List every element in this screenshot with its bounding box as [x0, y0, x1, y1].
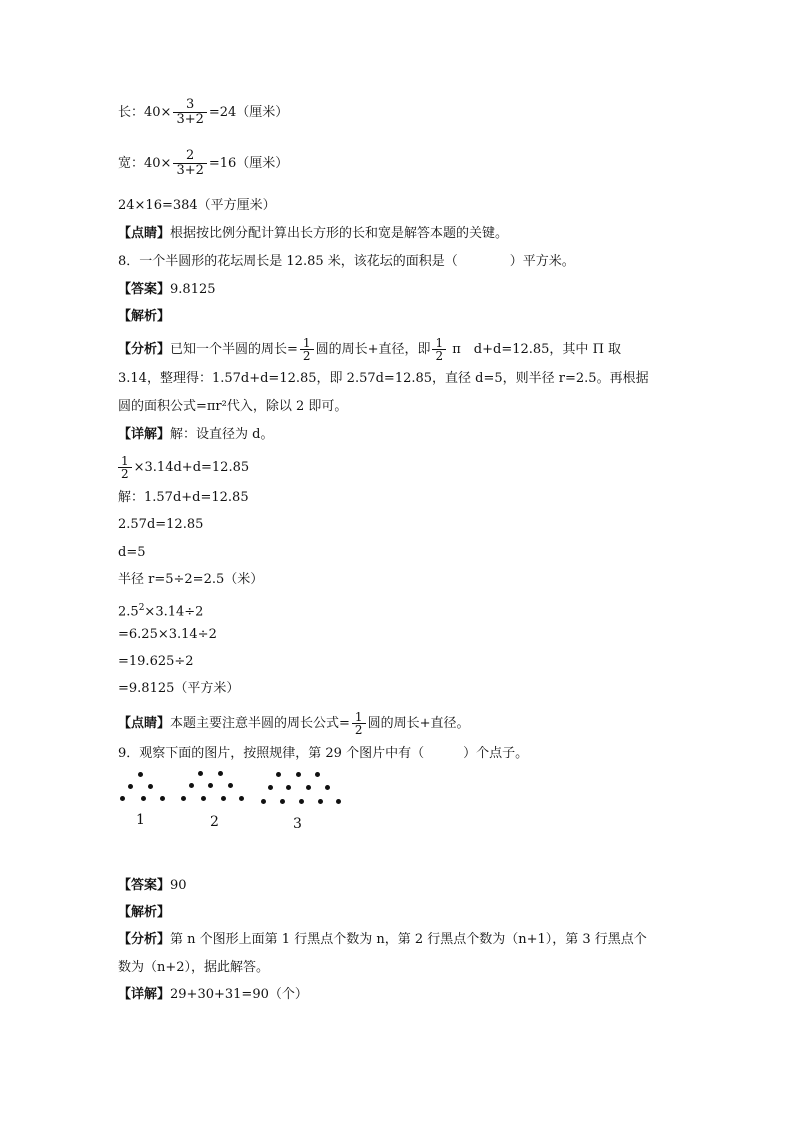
solution-9: 【详解】29+30+31=90（个） [118, 987, 308, 1002]
analysis-8-line3: 圆的面积公式=πr²代入，除以 2 即可。 [118, 399, 348, 414]
figure-label-2: 2 [210, 814, 219, 830]
dot [280, 799, 285, 804]
dot [141, 796, 146, 801]
analysis-9-line1: 【分析】第 n 个图形上面第 1 行黑点个数为 n，第 2 行黑点个数为（n+1），第 3 行黑点个 [118, 932, 647, 947]
dot [268, 785, 273, 790]
fraction-one-half: $\frac{1}{2}$ [118, 455, 132, 480]
equation-9: =9.8125（平方米） [118, 681, 240, 696]
analysis-8-line1: 【分析】已知一个半圆的周长= $\frac{1}{2}$ 圆的周长+直径，即 $\frac{1}{2}$ π d+d=12.85，其中 Π 取 [118, 336, 622, 363]
dot [128, 784, 133, 789]
dot [325, 785, 330, 790]
dot [138, 772, 143, 777]
analysis-9-line2: 数为（n+2），据此解答。 [118, 960, 270, 975]
question-9: 9．观察下面的图片，按照规律，第 29 个图片中有（ ）个点子。 [118, 746, 529, 761]
equation-5: 半径 r=5÷2=2.5（米） [118, 572, 264, 587]
dot [261, 799, 266, 804]
equation-6: $2.5^2\times 3.14\div 2$ [118, 603, 204, 620]
dot [286, 785, 291, 790]
key-point-7: 【点睛】根据按比例分配计算出长方形的长和宽是解答本题的关键。 [118, 226, 509, 241]
dot [239, 796, 244, 801]
fraction-one-half: $\frac{1}{2}$ [432, 337, 446, 362]
solution-8-heading: 【详解】解：设直径为 d。 [118, 427, 274, 442]
analysis-8-line2: 3.14，整理得：1.57d+d=12.85，即 2.57d=12.85，直径 d=5，则半径 r=2.5。再根据 [118, 371, 649, 386]
dot [276, 772, 281, 777]
fraction-one-half: $\frac{1}{2}$ [300, 337, 314, 362]
dot [315, 772, 320, 777]
dot [221, 796, 226, 801]
area-calculation: 24×16=384（平方厘米） [118, 198, 276, 213]
dot [318, 799, 323, 804]
equation-7: =6.25×3.14÷2 [118, 627, 217, 642]
equation-3: 2.57d=12.85 [118, 517, 204, 532]
answer-9: 【答案】90 [118, 878, 187, 893]
dot [208, 783, 213, 788]
dot [148, 784, 153, 789]
fraction-2-over-5: $\frac{2}{3+2}$ [173, 149, 206, 178]
fraction-3-over-5: $\frac{3}{3+2}$ [173, 98, 206, 127]
dot [181, 796, 186, 801]
dot [336, 799, 341, 804]
dot [296, 772, 301, 777]
dot [198, 771, 203, 776]
dot [228, 783, 233, 788]
equation-8: =19.625÷2 [118, 654, 194, 669]
analysis-heading-9: 【解析】 [118, 905, 171, 920]
dot [299, 799, 304, 804]
dot [201, 796, 206, 801]
length-calculation: 长：40× $\frac{3}{3+2}$ =24（厘米） [118, 97, 289, 127]
figure-label-3: 3 [293, 816, 302, 832]
fraction-one-half: $\frac{1}{2}$ [352, 711, 366, 736]
dot [160, 796, 165, 801]
equation-2: 解：1.57d+d=12.85 [118, 490, 249, 505]
analysis-heading-8: 【解析】 [118, 309, 171, 324]
dot [189, 783, 194, 788]
dot [306, 785, 311, 790]
key-point-8: 【点睛】本题主要注意半圆的周长公式= $\frac{1}{2}$ 圆的周长+直径。 [118, 710, 470, 737]
width-calculation: 宽：40× $\frac{2}{3+2}$ =16（厘米） [118, 148, 289, 178]
answer-8: 【答案】9.8125 [118, 282, 216, 297]
figure-label-1: 1 [136, 812, 145, 828]
dot [120, 796, 125, 801]
equation-4: d=5 [118, 545, 146, 560]
equation-1: $\frac{1}{2}$ ×3.14d+d=12.85 [118, 455, 249, 480]
dot [218, 771, 223, 776]
question-8: 8．一个半圆形的花坛周长是 12.85 米，该花坛的面积是（ ）平方米。 [118, 254, 575, 269]
